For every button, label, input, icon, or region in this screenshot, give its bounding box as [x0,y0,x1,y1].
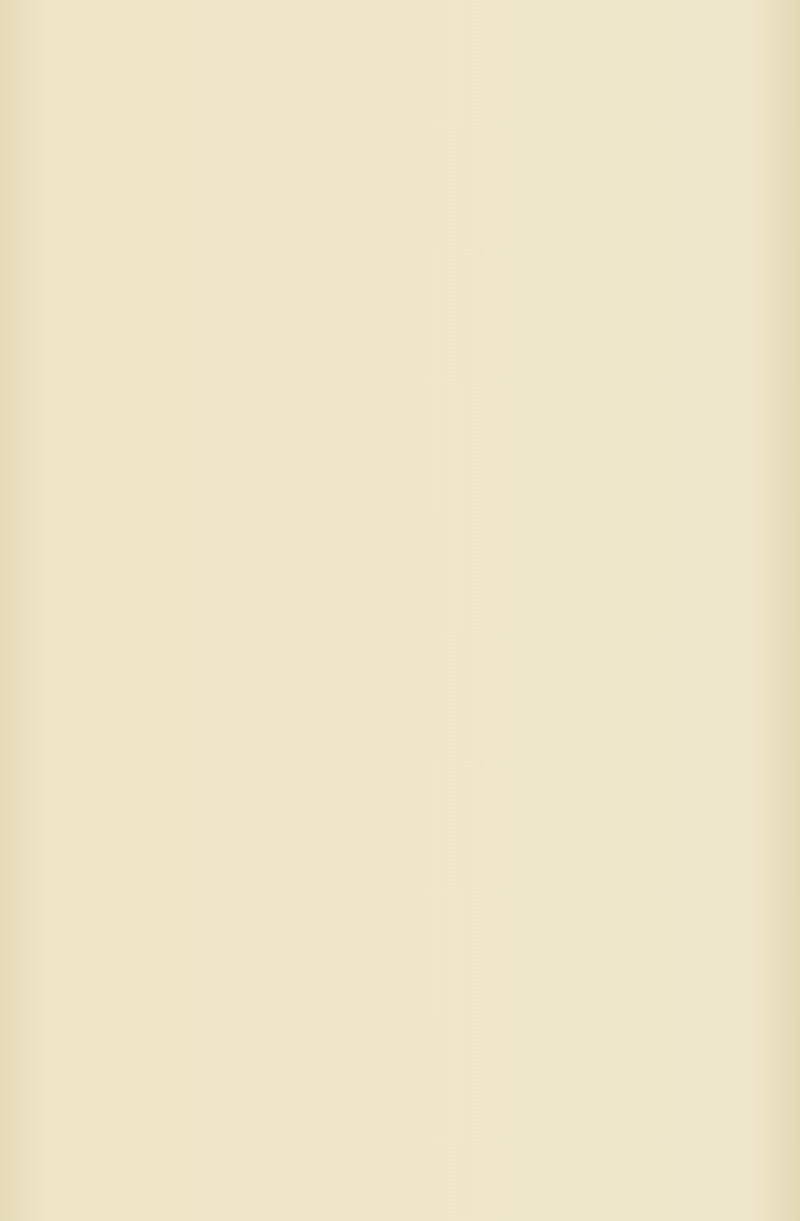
page-body [18,90,788,128]
